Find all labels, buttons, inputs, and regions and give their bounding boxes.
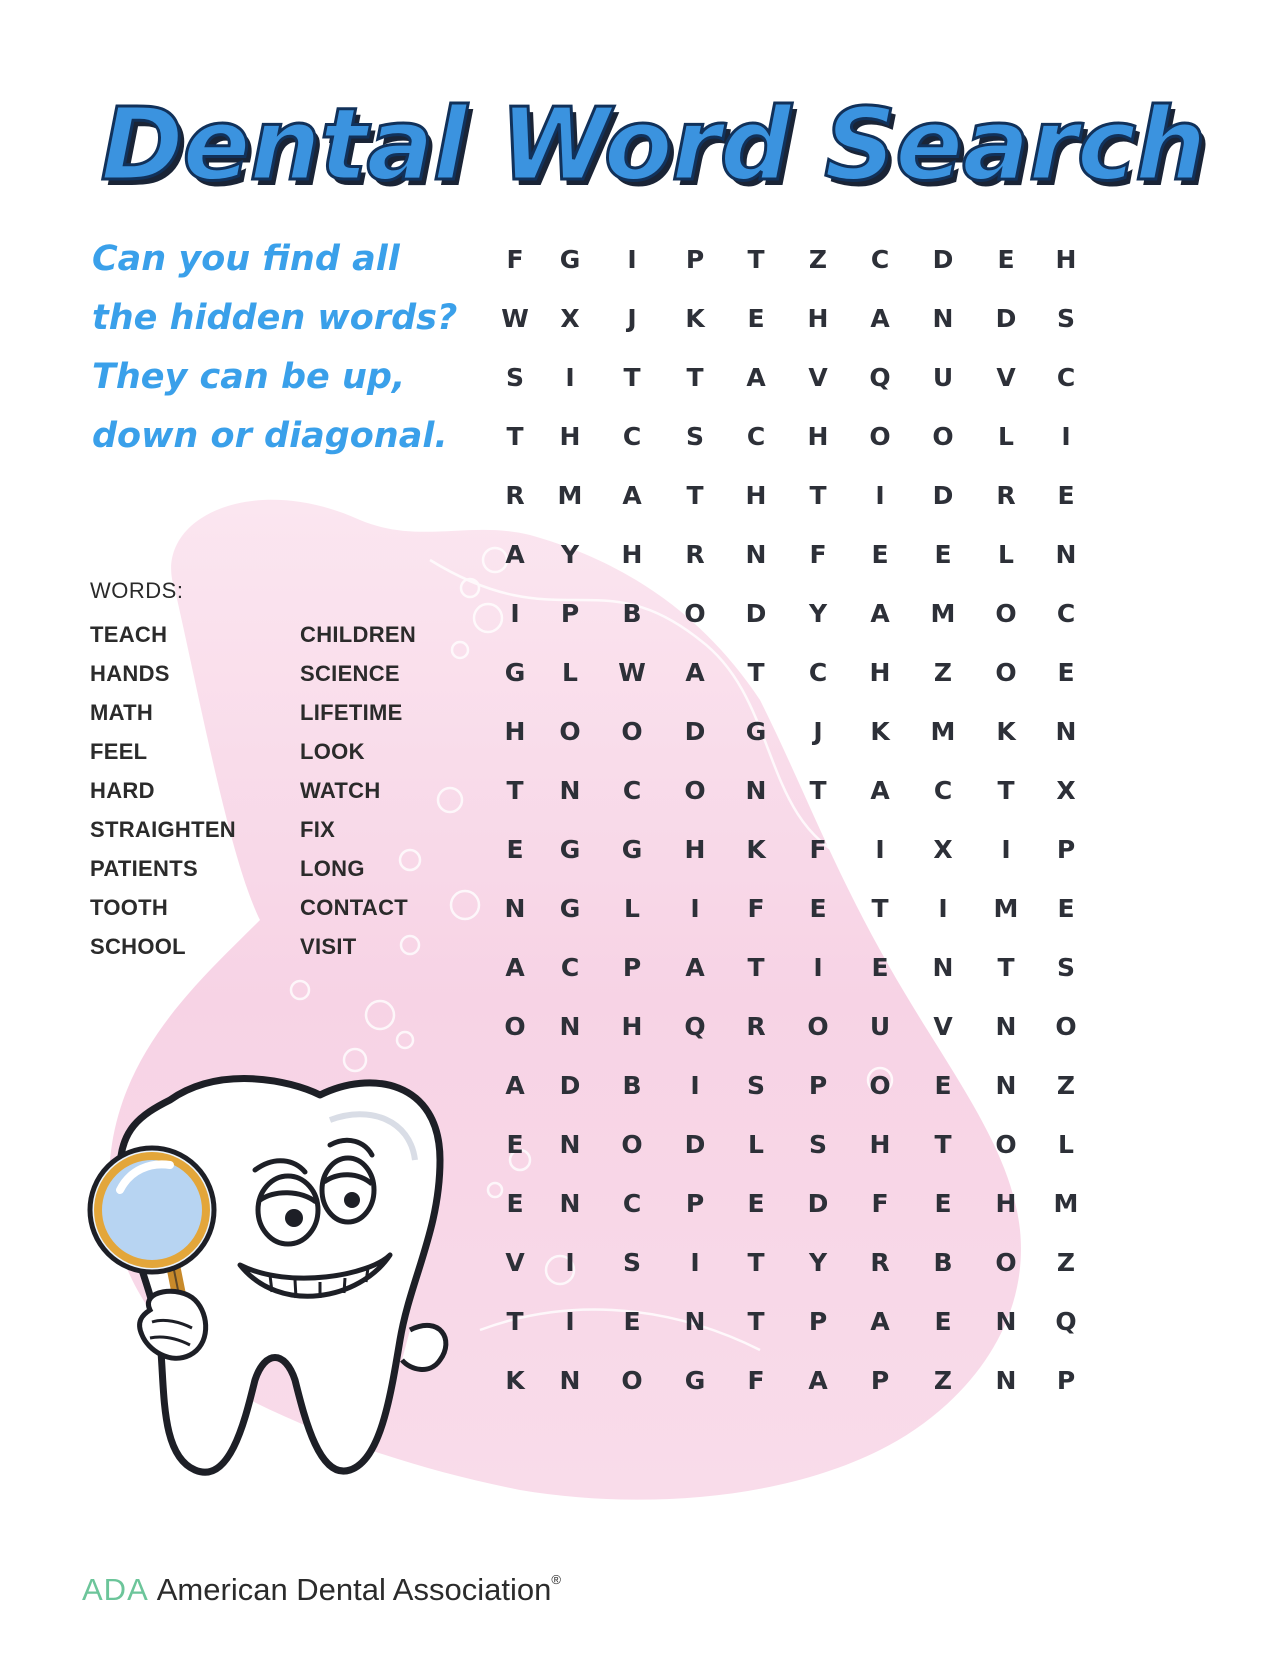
grid-letter[interactable]: O	[995, 1130, 1017, 1159]
grid-letter[interactable]: T	[747, 1307, 765, 1336]
grid-letter[interactable]: N	[559, 776, 581, 805]
grid-letter[interactable]: H	[504, 717, 526, 746]
word-list-item: HARD	[90, 778, 155, 803]
grid-letter[interactable]: T	[506, 422, 524, 451]
grid-letter[interactable]: N	[1055, 717, 1077, 746]
word-list-item: SCIENCE	[300, 661, 400, 686]
grid-letter[interactable]: N	[504, 894, 526, 923]
grid-letter[interactable]: D	[684, 1130, 706, 1159]
grid-letter[interactable]: E	[871, 953, 889, 982]
grid-letter[interactable]: O	[869, 1071, 891, 1100]
words-heading: WORDS:	[90, 578, 184, 603]
grid-letter[interactable]: F	[871, 1189, 889, 1218]
grid-letter[interactable]: P	[870, 1366, 890, 1395]
grid-letter[interactable]: G	[559, 835, 581, 864]
grid-letter[interactable]: X	[560, 304, 580, 333]
grid-letter[interactable]: H	[807, 422, 829, 451]
grid-letter[interactable]: F	[747, 1366, 765, 1395]
word-list-item: LOOK	[300, 739, 365, 764]
word-list-item: TOOTH	[90, 895, 169, 920]
grid-letter[interactable]: J	[813, 717, 823, 746]
grid-letter[interactable]: N	[932, 304, 954, 333]
grid-letter[interactable]: E	[934, 1307, 952, 1336]
grid-letter[interactable]: K	[870, 717, 890, 746]
grid-letter[interactable]: F	[809, 540, 827, 569]
grid-letter[interactable]: E	[1057, 658, 1075, 687]
grid-letter[interactable]: R	[870, 1248, 890, 1277]
grid-letter[interactable]: N	[559, 1366, 581, 1395]
grid-letter[interactable]: T	[747, 658, 765, 687]
grid-letter[interactable]: O	[807, 1012, 829, 1041]
grid-letter[interactable]: L	[748, 1130, 764, 1159]
grid-letter[interactable]: P	[808, 1071, 828, 1100]
grid-letter[interactable]: E	[1057, 481, 1075, 510]
grid-letter[interactable]: I	[690, 1248, 700, 1277]
grid-letter[interactable]: M	[1053, 1189, 1079, 1218]
tooth-mascot-with-magnifying-glass-icon	[80, 1060, 490, 1500]
word-list-item: MATH	[90, 700, 154, 725]
grid-letter[interactable]: J	[627, 304, 637, 333]
grid-letter[interactable]: P	[622, 953, 642, 982]
grid-letter[interactable]: A	[622, 481, 642, 510]
word-list-item: STRAIGHTEN	[90, 817, 236, 842]
grid-letter[interactable]: T	[506, 1307, 524, 1336]
grid-letter[interactable]: N	[995, 1366, 1017, 1395]
grid-letter[interactable]: Y	[808, 599, 828, 628]
grid-letter[interactable]: C	[746, 422, 766, 451]
grid-letter[interactable]: L	[1058, 1130, 1074, 1159]
grid-letter[interactable]: H	[807, 304, 829, 333]
footer-branding	[82, 1572, 561, 1608]
page-title: Dental Word Search	[100, 86, 1206, 203]
intro-line: They can be up,	[92, 357, 406, 397]
grid-letter[interactable]: V	[505, 1248, 525, 1277]
grid-letter[interactable]: X	[933, 835, 953, 864]
registered-mark: ®	[551, 1572, 561, 1587]
grid-letter[interactable]: E	[623, 1307, 641, 1336]
grid-letter[interactable]: A	[746, 363, 766, 392]
word-list-item: VISIT	[300, 934, 357, 959]
grid-letter[interactable]: I	[875, 481, 885, 510]
grid-letter[interactable]: H	[621, 1012, 643, 1041]
word-list-item: LONG	[300, 856, 365, 881]
grid-letter[interactable]: D	[932, 481, 954, 510]
grid-letter[interactable]: L	[998, 422, 1014, 451]
grid-letter[interactable]: H	[745, 481, 767, 510]
grid-letter[interactable]: P	[808, 1307, 828, 1336]
grid-letter[interactable]: C	[1056, 363, 1076, 392]
grid-letter[interactable]: R	[746, 1012, 766, 1041]
grid-letter[interactable]: O	[995, 658, 1017, 687]
grid-letter[interactable]: O	[621, 717, 643, 746]
word-list-item: TEACH	[90, 622, 168, 647]
grid-letter[interactable]: E	[934, 1189, 952, 1218]
footer-organization-name: American Dental Association	[156, 1572, 552, 1607]
grid-letter[interactable]: Z	[1056, 1248, 1076, 1277]
grid-letter[interactable]: N	[559, 1189, 581, 1218]
grid-letter[interactable]: S	[685, 422, 704, 451]
grid-letter[interactable]: N	[1055, 540, 1077, 569]
grid-letter[interactable]: A	[870, 776, 890, 805]
grid-letter[interactable]: A	[505, 540, 525, 569]
grid-letter[interactable]: E	[506, 1189, 524, 1218]
grid-letter[interactable]: G	[559, 894, 581, 923]
word-list-item: FIX	[300, 817, 336, 842]
grid-letter[interactable]: O	[621, 1130, 643, 1159]
grid-letter[interactable]: T	[623, 363, 641, 392]
grid-letter[interactable]: C	[808, 658, 828, 687]
grid-letter[interactable]: T	[871, 894, 889, 923]
grid-letter[interactable]: V	[996, 363, 1016, 392]
grid-letter[interactable]: D	[559, 1071, 581, 1100]
word-list-item: PATIENTS	[90, 856, 198, 881]
grid-letter[interactable]: N	[995, 1012, 1017, 1041]
grid-letter[interactable]: O	[684, 776, 706, 805]
grid-letter[interactable]: E	[1057, 894, 1075, 923]
grid-letter[interactable]: O	[995, 599, 1017, 628]
grid-letter[interactable]: T	[997, 953, 1015, 982]
grid-letter[interactable]: G	[504, 658, 526, 687]
grid-letter[interactable]: E	[506, 835, 524, 864]
grid-letter[interactable]: M	[993, 894, 1019, 923]
word-list-item: HANDS	[90, 661, 170, 686]
word-list-column-1	[90, 615, 236, 966]
grid-letter[interactable]: Z	[933, 1366, 953, 1395]
grid-letter[interactable]: U	[932, 363, 954, 392]
grid-letter[interactable]: F	[809, 835, 827, 864]
grid-letter[interactable]: R	[505, 481, 525, 510]
grid-letter[interactable]: S	[808, 1130, 827, 1159]
grid-letter[interactable]: D	[995, 304, 1017, 333]
grid-letter[interactable]: C	[870, 245, 890, 274]
grid-letter[interactable]: H	[1055, 245, 1077, 274]
grid-letter[interactable]: I	[875, 835, 885, 864]
grid-letter[interactable]: D	[745, 599, 767, 628]
grid-letter[interactable]: M	[557, 481, 583, 510]
grid-letter[interactable]: I	[938, 894, 948, 923]
grid-letter[interactable]: K	[996, 717, 1016, 746]
grid-letter[interactable]: V	[933, 1012, 953, 1041]
grid-letter[interactable]: N	[745, 776, 767, 805]
grid-letter[interactable]: E	[934, 540, 952, 569]
word-list-column-2	[300, 615, 416, 966]
grid-letter[interactable]: Q	[869, 363, 891, 392]
grid-letter[interactable]: R	[685, 540, 705, 569]
grid-letter[interactable]: K	[505, 1366, 525, 1395]
grid-letter[interactable]: H	[995, 1189, 1017, 1218]
word-list-item: CONTACT	[300, 895, 409, 920]
grid-letter[interactable]: F	[506, 245, 524, 274]
grid-letter[interactable]: E	[997, 245, 1015, 274]
intro-line: the hidden words?	[92, 298, 458, 338]
grid-letter[interactable]: P	[1056, 1366, 1076, 1395]
grid-letter[interactable]: C	[622, 422, 642, 451]
grid-letter[interactable]: P	[685, 245, 705, 274]
grid-letter[interactable]: A	[870, 1307, 890, 1336]
grid-letter[interactable]: Y	[808, 1248, 828, 1277]
grid-letter[interactable]: A	[870, 599, 890, 628]
grid-letter[interactable]: G	[745, 717, 767, 746]
word-list-item: SCHOOL	[90, 934, 186, 959]
grid-letter[interactable]: I	[1001, 835, 1011, 864]
grid-letter[interactable]: O	[869, 422, 891, 451]
grid-letter[interactable]: M	[930, 717, 956, 746]
grid-letter[interactable]: I	[565, 1307, 575, 1336]
grid-letter[interactable]: I	[510, 599, 520, 628]
grid-letter[interactable]: D	[807, 1189, 829, 1218]
grid-letter[interactable]: V	[808, 363, 828, 392]
grid-letter[interactable]: O	[932, 422, 954, 451]
grid-letter[interactable]: T	[747, 953, 765, 982]
grid-letter[interactable]: W	[501, 304, 529, 333]
grid-letter[interactable]: Z	[933, 658, 953, 687]
grid-letter[interactable]: C	[1056, 599, 1076, 628]
grid-letter[interactable]: H	[621, 540, 643, 569]
grid-letter[interactable]: I	[627, 245, 637, 274]
grid-letter[interactable]: B	[622, 599, 642, 628]
grid-letter[interactable]: P	[685, 1189, 705, 1218]
grid-letter[interactable]: O	[995, 1248, 1017, 1277]
grid-letter[interactable]: G	[684, 1366, 706, 1395]
grid-letter[interactable]: Y	[560, 540, 580, 569]
grid-letter[interactable]: H	[559, 422, 581, 451]
grid-letter[interactable]: N	[559, 1130, 581, 1159]
grid-letter[interactable]: T	[506, 776, 524, 805]
grid-letter[interactable]: S	[505, 363, 524, 392]
grid-letter[interactable]: T	[747, 245, 765, 274]
grid-letter[interactable]: C	[933, 776, 953, 805]
grid-letter[interactable]: N	[995, 1071, 1017, 1100]
word-list-item: FEEL	[90, 739, 148, 764]
grid-letter[interactable]: N	[995, 1307, 1017, 1336]
grid-letter[interactable]: N	[559, 1012, 581, 1041]
grid-letter[interactable]: C	[560, 953, 580, 982]
grid-letter[interactable]: O	[559, 717, 581, 746]
grid-letter[interactable]: A	[685, 953, 705, 982]
grid-letter[interactable]: M	[930, 599, 956, 628]
grid-letter[interactable]: X	[1056, 776, 1076, 805]
grid-letter[interactable]: O	[684, 599, 706, 628]
grid-letter[interactable]: G	[621, 835, 643, 864]
grid-letter[interactable]: Z	[1056, 1071, 1076, 1100]
grid-letter[interactable]: N	[684, 1307, 706, 1336]
grid-letter[interactable]: A	[505, 1071, 525, 1100]
grid-letter[interactable]: H	[869, 1130, 891, 1159]
grid-letter[interactable]: A	[685, 658, 705, 687]
grid-letter[interactable]: I	[1061, 422, 1071, 451]
grid-letter[interactable]: L	[562, 658, 578, 687]
grid-letter[interactable]: A	[505, 953, 525, 982]
grid-letter[interactable]: D	[932, 245, 954, 274]
word-list-item: WATCH	[300, 778, 381, 803]
grid-letter[interactable]: P	[560, 599, 580, 628]
grid-letter[interactable]: Z	[808, 245, 828, 274]
grid-letter[interactable]: T	[934, 1130, 952, 1159]
footer-logo-abbreviation: ADA	[82, 1572, 149, 1607]
grid-letter[interactable]: K	[685, 304, 705, 333]
grid-letter[interactable]: B	[933, 1248, 953, 1277]
grid-letter[interactable]: T	[686, 481, 704, 510]
grid-letter[interactable]: F	[747, 894, 765, 923]
grid-letter[interactable]: B	[622, 1071, 642, 1100]
grid-letter[interactable]: C	[622, 1189, 642, 1218]
grid-letter[interactable]: I	[565, 1248, 575, 1277]
grid-letter[interactable]: S	[622, 1248, 641, 1277]
grid-letter[interactable]: D	[684, 717, 706, 746]
grid-letter[interactable]: E	[506, 1130, 524, 1159]
grid-letter[interactable]: S	[1056, 304, 1075, 333]
grid-letter[interactable]: A	[870, 304, 890, 333]
grid-letter[interactable]: E	[747, 304, 765, 333]
grid-letter[interactable]: I	[813, 953, 823, 982]
intro-line: Can you find all	[92, 239, 400, 279]
grid-letter[interactable]: H	[869, 658, 891, 687]
grid-letter[interactable]: K	[746, 835, 766, 864]
word-search-grid	[501, 243, 1170, 1493]
grid-letter[interactable]: L	[624, 894, 640, 923]
grid-letter[interactable]: I	[690, 894, 700, 923]
word-list-item: LIFETIME	[300, 700, 403, 725]
grid-letter[interactable]: E	[809, 894, 827, 923]
grid-letter[interactable]: L	[998, 540, 1014, 569]
grid-letter[interactable]: P	[1056, 835, 1076, 864]
grid-letter[interactable]: T	[809, 776, 827, 805]
intro-text	[92, 230, 492, 466]
word-list-item: CHILDREN	[300, 622, 417, 647]
grid-letter[interactable]: T	[747, 1248, 765, 1277]
grid-letter[interactable]: C	[622, 776, 642, 805]
grid-letter[interactable]: S	[1056, 953, 1075, 982]
grid-letter[interactable]: O	[621, 1366, 643, 1395]
grid-letter[interactable]: O	[1055, 1012, 1077, 1041]
grid-letter[interactable]: U	[869, 1012, 891, 1041]
grid-letter[interactable]: I	[565, 363, 575, 392]
grid-letter[interactable]: N	[932, 953, 954, 982]
grid-letter[interactable]: T	[686, 363, 704, 392]
grid-letter[interactable]: G	[559, 245, 581, 274]
grid-letter[interactable]: S	[746, 1071, 765, 1100]
grid-letter[interactable]: T	[997, 776, 1015, 805]
grid-letter[interactable]: T	[809, 481, 827, 510]
grid-letter[interactable]: Q	[1055, 1307, 1077, 1336]
grid-letter[interactable]: E	[747, 1189, 765, 1218]
grid-letter[interactable]: N	[745, 540, 767, 569]
grid-letter[interactable]: I	[690, 1071, 700, 1100]
grid-letter[interactable]: E	[934, 1071, 952, 1100]
grid-letter[interactable]: H	[684, 835, 706, 864]
grid-letter[interactable]: W	[618, 658, 646, 687]
grid-letter[interactable]: A	[808, 1366, 828, 1395]
grid-letter[interactable]: O	[504, 1012, 526, 1041]
intro-line: down or diagonal.	[92, 416, 448, 456]
grid-letter[interactable]: E	[871, 540, 889, 569]
grid-letter[interactable]: Q	[684, 1012, 706, 1041]
grid-letter[interactable]: R	[996, 481, 1016, 510]
